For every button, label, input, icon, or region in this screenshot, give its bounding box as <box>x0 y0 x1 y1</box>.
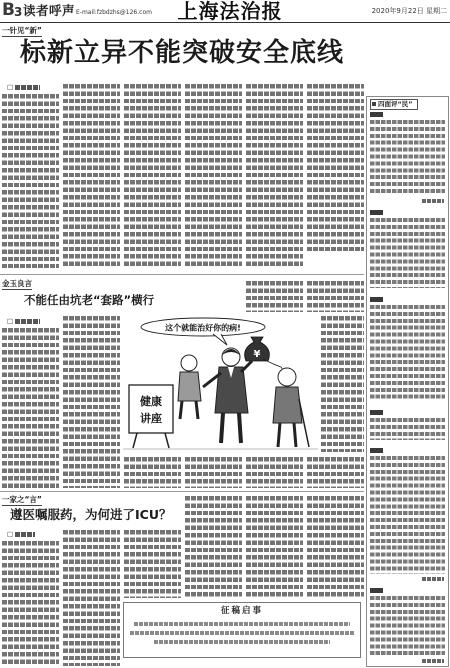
comment-heading <box>370 410 383 415</box>
byline-name <box>15 532 35 537</box>
article-body-column <box>246 84 303 268</box>
elder-right-leg <box>294 423 296 447</box>
comment-body <box>370 456 445 574</box>
byline-name <box>15 319 40 324</box>
notice-title: 征稿启事 <box>220 606 263 616</box>
comment-body <box>370 418 445 440</box>
comment-body <box>370 120 445 196</box>
article-body-column <box>185 457 242 488</box>
listener-head <box>181 355 197 371</box>
section-divider <box>0 274 364 275</box>
listener-right-leg <box>196 401 198 419</box>
section-title: 读者呼声 <box>23 3 76 18</box>
page-number: 3 <box>14 5 23 19</box>
column-tag: 一针见“新” <box>2 26 42 35</box>
salesman-left-leg <box>221 413 223 443</box>
call-for-submissions-box <box>123 602 361 658</box>
notice-text-line <box>130 631 354 635</box>
notice-text-line <box>134 622 350 626</box>
elder-body <box>273 387 302 423</box>
article-body-column <box>246 496 303 598</box>
comment-signature <box>422 199 444 203</box>
speech-bubble-text: 这个就能治好你的病! <box>165 323 241 333</box>
byline-mark: □ <box>7 317 14 325</box>
comment-heading <box>370 297 383 302</box>
masthead: 上海法治报 <box>177 0 283 23</box>
byline-mark: □ <box>7 83 14 91</box>
article-body-column <box>124 457 181 488</box>
listener-body <box>178 372 201 401</box>
article-body-column <box>2 94 59 268</box>
article-body-column <box>246 281 303 312</box>
headline: 不能任由坑老“套路”横行 <box>24 293 155 307</box>
sidebar-title-icon <box>372 102 376 106</box>
article-body-column <box>246 457 303 488</box>
comment-heading <box>370 588 383 593</box>
salesman-right-leg <box>239 413 241 443</box>
page-header <box>0 0 450 23</box>
article-body-column <box>2 541 59 666</box>
comment-body <box>370 305 445 401</box>
byline-name <box>15 85 40 90</box>
issue-date: 2020年9月22日 星期二 <box>371 7 447 15</box>
comment-signature <box>422 577 444 581</box>
article-body-column <box>124 84 181 268</box>
article-body-column <box>185 84 242 268</box>
comment-heading <box>370 210 383 215</box>
column-tag: 一家之“言” <box>2 495 42 504</box>
comment-body <box>370 218 445 288</box>
article-body-column <box>307 457 364 488</box>
comment-heading <box>370 448 383 453</box>
sidebar-title: 四面评“民” <box>378 100 413 108</box>
article-body-column <box>63 316 120 488</box>
comment-heading <box>370 112 383 117</box>
notice-text-line <box>154 640 330 644</box>
byline-mark: □ <box>7 530 14 538</box>
sidebar-comments <box>366 96 449 667</box>
article-body-column <box>307 281 364 312</box>
comment-body <box>370 596 445 656</box>
sidebar-title-box <box>370 99 418 110</box>
cartoon-illustration <box>123 315 318 453</box>
board-panel <box>129 385 173 433</box>
elder-head <box>278 368 296 386</box>
section-email: E-mail:fzbdzhs@126.com <box>76 9 152 16</box>
board-text-line1: 健康 <box>140 395 162 408</box>
board-text-line2: 讲座 <box>140 412 162 425</box>
article-body-column <box>124 530 181 598</box>
yuan-symbol: ¥ <box>253 349 261 360</box>
headline: 遵医嘱服药，为何进了ICU？ <box>10 507 172 522</box>
article-body-column <box>321 316 364 452</box>
section-divider <box>0 491 364 492</box>
article-body-column <box>63 84 120 268</box>
article-body-column <box>185 496 242 598</box>
comment-signature <box>422 659 444 663</box>
headline: 标新立异不能突破安全底线 <box>20 38 345 68</box>
page-number-letter: B <box>2 0 15 20</box>
column-tag: 金玉良言 <box>2 279 32 288</box>
article-body-column <box>307 84 364 254</box>
article-body-column <box>2 328 59 488</box>
article-body-column <box>63 530 120 666</box>
article-body-column <box>307 496 364 598</box>
listener-left-leg <box>180 401 182 419</box>
elder-left-leg <box>278 423 280 447</box>
